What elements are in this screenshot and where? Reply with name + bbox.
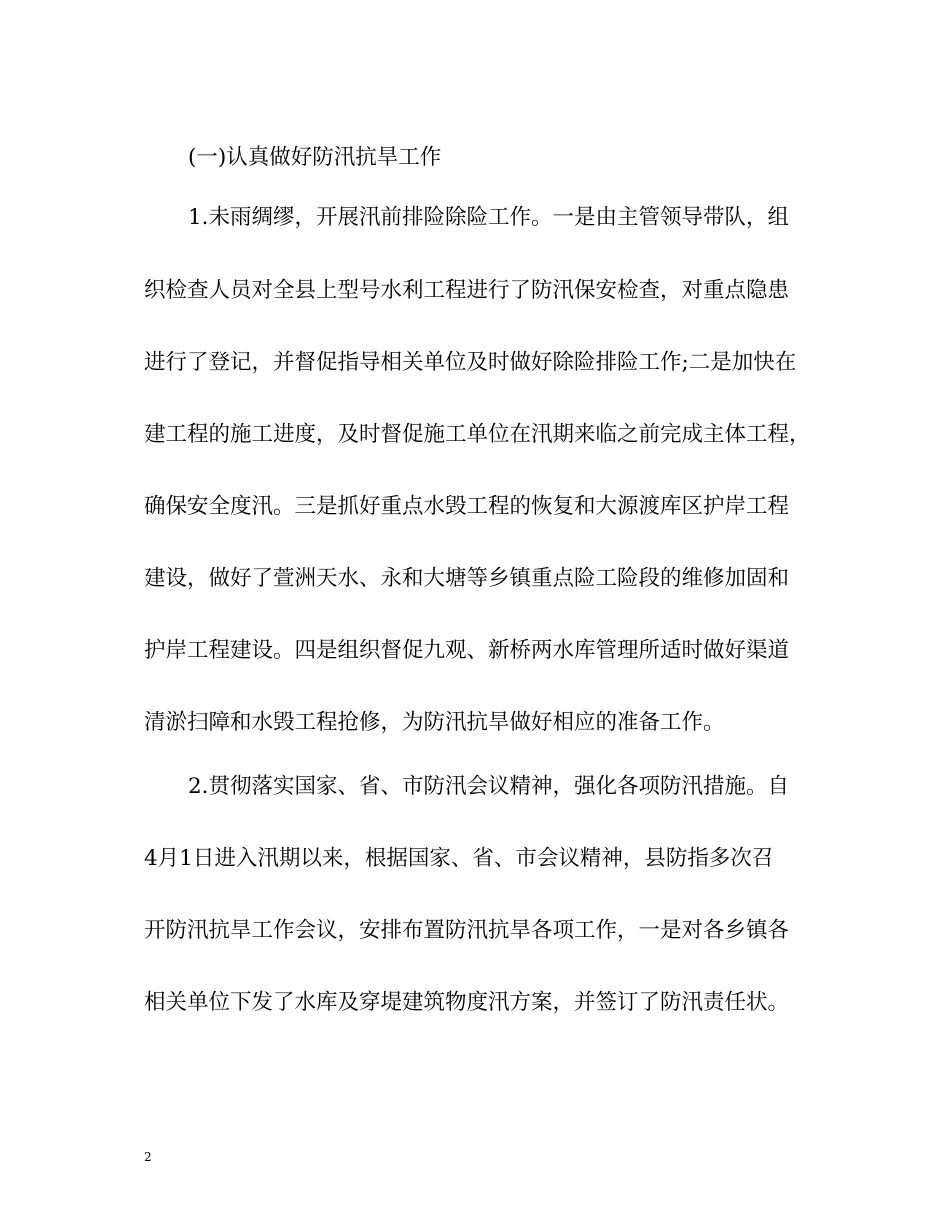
- paragraph-line: 相关单位下发了水库及穿堤建筑物度汛方案，并签订了防汛责任状。: [144, 990, 790, 1015]
- paragraph-line: 1.未雨绸缪，开展汛前排险除险工作。一是由主管领导带队，组: [188, 205, 790, 230]
- paragraph-line: 清淤扫障和水毁工程抢修，为防汛抗旱做好相应的准备工作。: [144, 710, 725, 735]
- paragraph-line: 确保安全度汛。三是抓好重点水毁工程的恢复和大源渡库区护岸工程: [144, 494, 790, 519]
- paragraph-line: 4月1日进入汛期以来，根据国家、省、市会议精神，县防指多次召: [144, 846, 774, 871]
- section-heading: (一)认真做好防汛抗旱工作: [188, 145, 442, 170]
- paragraph-line: 护岸工程建设。四是组织督促九观、新桥两水库管理所适时做好渠道: [144, 638, 790, 663]
- paragraph-line: 开防汛抗旱工作会议，安排布置防汛抗旱各项工作，一是对各乡镇各: [144, 918, 790, 943]
- paragraph-line: 建设，做好了萱洲天水、永和大塘等乡镇重点险工险段的维修加固和: [144, 566, 790, 591]
- page-number: 2: [144, 1150, 152, 1164]
- paragraph-line: 建工程的施工进度，及时督促施工单位在汛期来临之前完成主体工程，: [144, 422, 811, 447]
- paragraph-line: 织检查人员对全县上型号水利工程进行了防汛保安检查，对重点隐患: [144, 278, 790, 303]
- paragraph-line: 2.贯彻落实国家、省、市防汛会议精神，强化各项防汛措施。自: [188, 774, 790, 799]
- paragraph-line: 进行了登记，并督促指导相关单位及时做好除险排险工作;二是加快在: [144, 350, 797, 375]
